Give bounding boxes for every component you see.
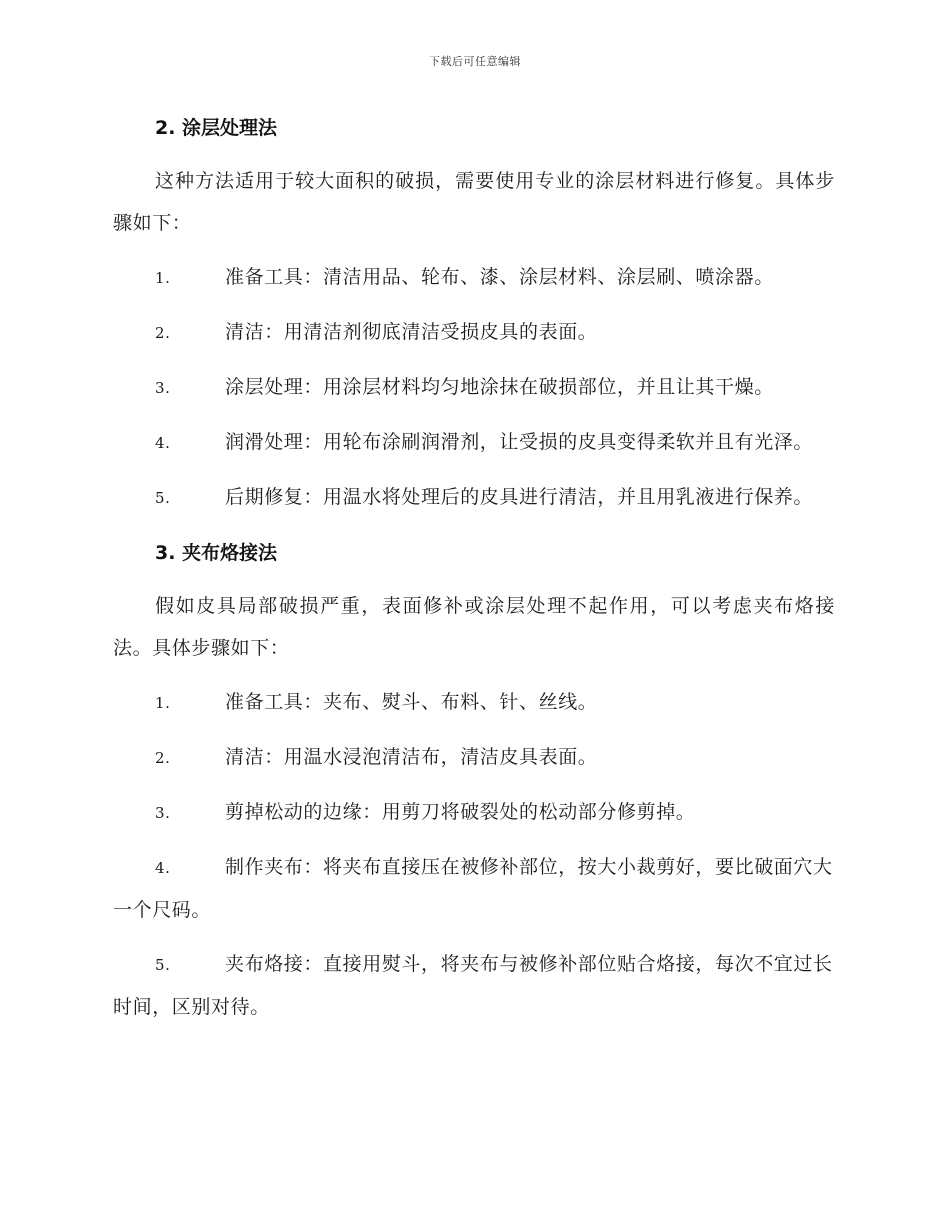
item-text: 准备工具：夹布、熨斗、布料、针、丝线。 bbox=[225, 691, 598, 713]
section-intro: 假如皮具局部破损严重，表面修补或涂层处理不起作用，可以考虑夹布烙接法。具体步骤如下： bbox=[113, 595, 835, 659]
list-item bbox=[113, 476, 835, 519]
list-item bbox=[113, 366, 835, 409]
section-title: 3. 夹布烙接法 bbox=[155, 542, 278, 564]
item-number: 5. bbox=[155, 489, 171, 507]
item-text: 后期修复：用温水将处理后的皮具进行清洁，并且用乳液进行保养。 bbox=[225, 486, 814, 508]
list-item bbox=[113, 736, 835, 779]
item-number: 3. bbox=[155, 379, 171, 397]
item-text: 清洁：用温水浸泡清洁布，清洁皮具表面。 bbox=[225, 746, 598, 768]
list-item bbox=[113, 846, 835, 931]
item-number: 2. bbox=[155, 324, 171, 342]
item-text: 准备工具：清洁用品、轮布、漆、涂层材料、涂层刷、喷涂器。 bbox=[225, 266, 774, 288]
item-text: 夹布烙接：直接用熨斗，将夹布与被修补部位贴合烙接，每次不宜过长时间，区别对待。 bbox=[113, 953, 833, 1018]
item-number: 3. bbox=[155, 804, 171, 822]
document-body bbox=[113, 110, 835, 1040]
item-number: 1. bbox=[155, 269, 171, 287]
item-text: 制作夹布：将夹布直接压在被修补部位，按大小裁剪好，要比破面穴大一个尺码。 bbox=[113, 856, 833, 921]
item-text: 剪掉松动的边缘：用剪刀将破裂处的松动部分修剪掉。 bbox=[225, 801, 696, 823]
section-coating bbox=[113, 110, 835, 519]
page-header: 下载后可任意编辑 bbox=[429, 55, 521, 68]
list-item bbox=[113, 943, 835, 1028]
list-item bbox=[113, 256, 835, 299]
step-list bbox=[113, 256, 835, 519]
item-number: 5. bbox=[155, 956, 171, 974]
list-item bbox=[113, 311, 835, 354]
list-item bbox=[113, 791, 835, 834]
section-welding bbox=[113, 535, 835, 1028]
item-number: 4. bbox=[155, 859, 171, 877]
item-text: 润滑处理：用轮布涂刷润滑剂，让受损的皮具变得柔软并且有光泽。 bbox=[225, 431, 814, 453]
item-text: 涂层处理：用涂层材料均匀地涂抹在破损部位，并且让其干燥。 bbox=[225, 376, 774, 398]
item-number: 4. bbox=[155, 434, 171, 452]
section-intro: 这种方法适用于较大面积的破损，需要使用专业的涂层材料进行修复。具体步骤如下： bbox=[113, 170, 835, 234]
section-title: 2. 涂层处理法 bbox=[155, 117, 278, 139]
item-text: 清洁：用清洁剂彻底清洁受损皮具的表面。 bbox=[225, 321, 598, 343]
item-number: 1. bbox=[155, 694, 171, 712]
step-list bbox=[113, 681, 835, 1028]
list-item bbox=[113, 421, 835, 464]
list-item bbox=[113, 681, 835, 724]
item-number: 2. bbox=[155, 749, 171, 767]
